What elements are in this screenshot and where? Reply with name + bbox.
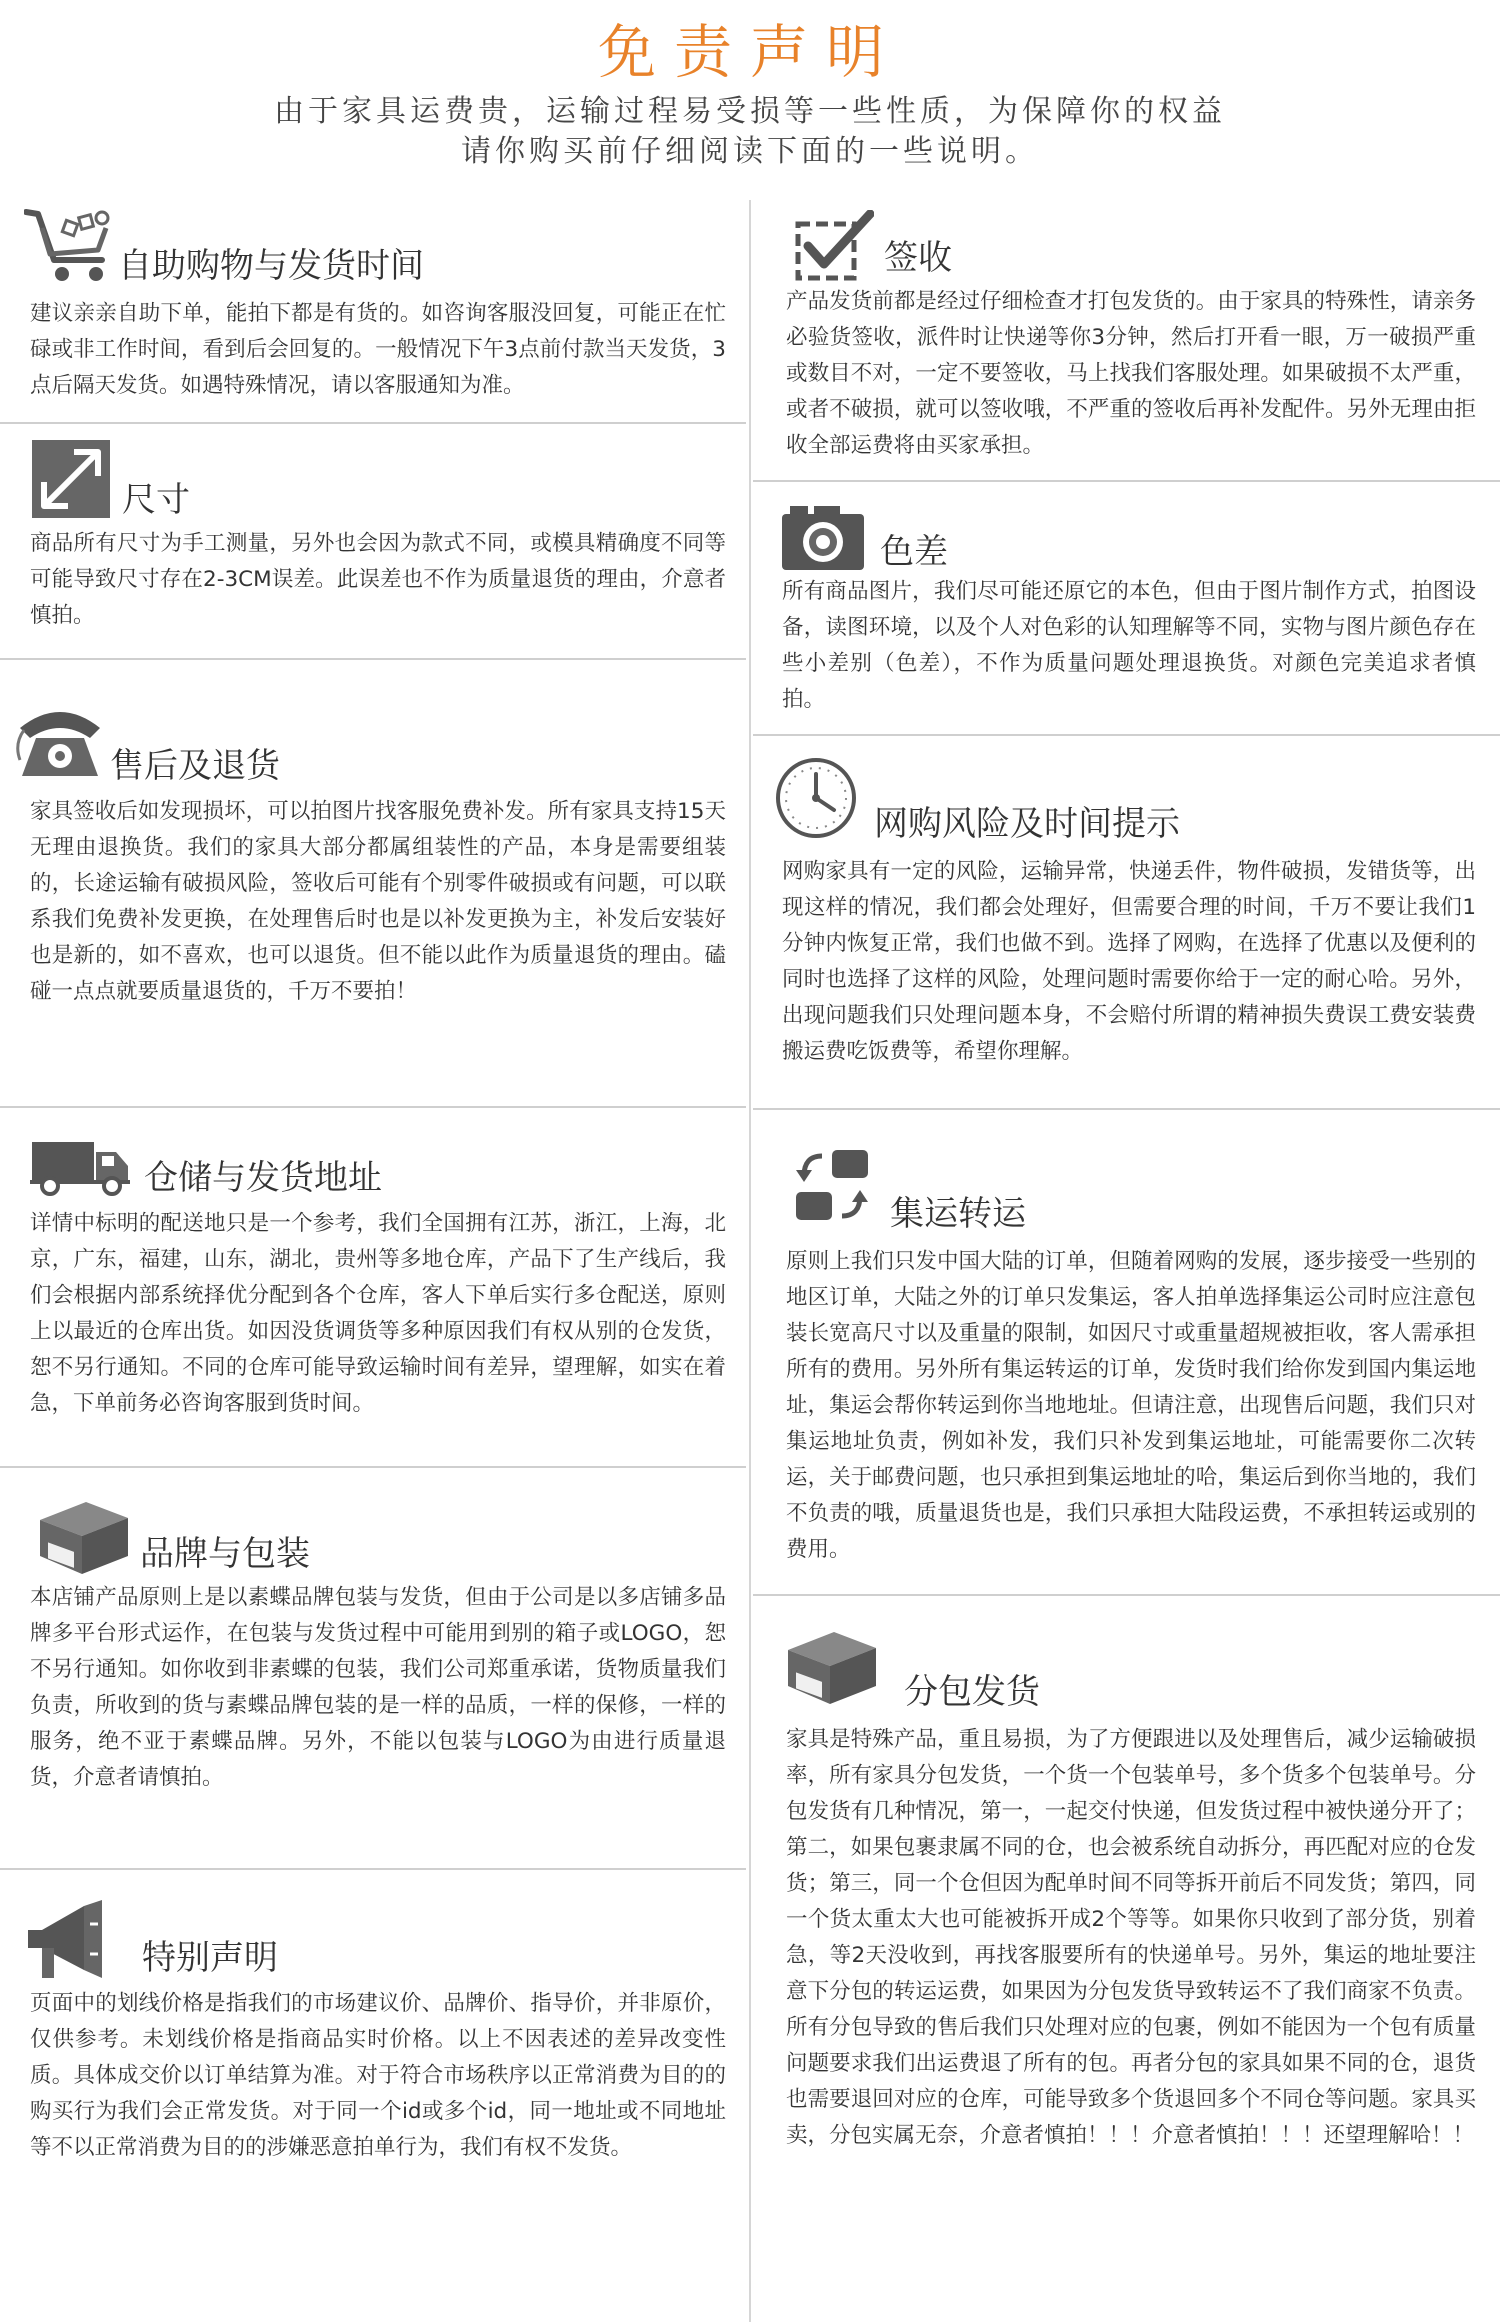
package-box-icon [36, 1498, 132, 1576]
column-divider [749, 200, 751, 2322]
transfer-arrows-icon [790, 1146, 874, 1226]
ruler-arrow-icon [30, 438, 112, 520]
telephone-icon [14, 700, 106, 780]
camera-icon [780, 502, 866, 572]
shopping-cart-icon [24, 206, 116, 286]
section-title: 品牌与包装 [140, 1534, 310, 1574]
section-body: 页面中的划线价格是指我们的市场建议价、品牌价、指导价，并非原价，仅供参考。未划线价格是指商品实时价格。以上不因表述的差异改变性质。具体成交价以订单结算为准。对于符合市场秩序以正常消费为目的的购买行为我们会正常发货。对于同一个id或多个id，同一地址或不同地址等不以正常消费为目的的涉嫌恶意拍单行为，我们有权不发货。 [30, 1991, 726, 2160]
subtitle-line-2: 请你购买前仔细阅读下面的一些说明。 [461, 134, 1039, 169]
section-divider [0, 1106, 746, 1108]
subtitle-line-1: 由于家具运费贵，运输过程易受损等一些性质，为保障你的权益 [274, 94, 1226, 129]
page-title: 免责声明 [597, 18, 902, 86]
section-divider [753, 1108, 1500, 1110]
section-body: 详情中标明的配送地只是一个参考，我们全国拥有江苏，浙江，上海，北京，广东，福建，山东，湖北，贵州等多地仓库，产品下了生产线后，我们会根据内部系统择优分配到各个仓库，客人下单后实行多仓配送，原则上以最近的仓库出货。如因没货调货等多种原因我们有权从别的仓发货，恕不另行通知。不同的仓库可能导致运输时间有差异，望理解，如实在着急，下单前务必咨询客服到货时间。 [30, 1211, 726, 1416]
section-title: 分包发货 [904, 1672, 1040, 1712]
section-body: 商品所有尺寸为手工测量，另外也会因为款式不同，或模具精确度不同等可能导致尺寸存在2-3CM误差。此误差也不作为质量退货的理由，介意者慎拍。 [30, 531, 726, 628]
section-divider [0, 658, 746, 660]
section-divider [0, 1466, 746, 1468]
section-body: 产品发货前都是经过仔细检查才打包发货的。由于家具的特殊性，请亲务必验货签收，派件时让快递等你3分钟，然后打开看一眼，万一破损严重或数目不对，一定不要签收，马上找我们客服处理。如果破损不太严重，或者不破损，就可以签收哦，不严重的签收后再补发配件。另外无理由拒收全部运费将由买家承担。 [786, 289, 1476, 458]
section-title: 网购风险及时间提示 [874, 804, 1180, 844]
section-title: 特别声明 [142, 1938, 278, 1978]
megaphone-icon [22, 1896, 110, 1982]
section-body: 本店铺产品原则上是以素蝶品牌包装与发货，但由于公司是以多店铺多品牌多平台形式运作，在包装与发货过程中可能用到别的箱子或LOGO，恕不另行通知。如你收到非素蝶的包装，我们公司郑重承诺，货物质量我们负责，所收到的货与素蝶品牌包装的是一样的品质，一样的保修，一样的服务，绝不亚于素蝶品牌。另外，不能以包装与LOGO为由进行质量退货，介意者请慎拍。 [30, 1585, 726, 1790]
section-body: 家具是特殊产品，重且易损，为了方便跟进以及处理售后，减少运输破损率，所有家具分包发货，一个货一个包装单号，多个货多个包装单号。分包发货有几种情况，第一，一起交付快递，但发货过程中被快递分开了；第二，如果包裹隶属不同的仓，也会被系统自动拆分，再匹配对应的仓发货；第三，同一个仓但因为配单时间不同等拆开前后不同发货；第四，同一个货太重太大也可能被拆开成2个等等。如果你只收到了部分货，别着急，等2天没收到，再找客服要所有的快递单号。另外，集运的地址要注意下分包的转运运费，如果因为分包发货导致转运不了我们商家不负责。所有分包导致的售后我们只处理对应的包裹，例如不能因为一个包有质量问题要求我们出运费退了所有的包。再者分包的家具如果不同的仓，退货也需要退回对应的仓库，可能导致多个货退回多个不同仓等问题。家具买卖，分包实属无奈，介意者慎拍！！！介意者慎拍！！！还望理解哈！！ [786, 1727, 1476, 2148]
section-title: 仓储与发货地址 [144, 1158, 382, 1198]
section-body: 家具签收后如发现损坏，可以拍图片找客服免费补发。所有家具支持15天无理由退换货。我们的家具大部分都属组装性的产品，本身是需要组装的，长途运输有破损风险，签收后可能有个别零件破损或有问题，可以联系我们免费补发更换，在处理售后时也是以补发更换为主，补发后安装好也是新的，如不喜欢，也可以退货。但不能以此作为质量退货的理由。磕碰一点点就要质量退货的，千万不要拍！ [30, 799, 726, 1004]
checkbox-sign-icon [794, 210, 874, 282]
section-title: 自助购物与发货时间 [118, 246, 424, 286]
section-title: 签收 [884, 238, 952, 278]
clock-icon [774, 756, 858, 840]
section-body: 原则上我们只发中国大陆的订单，但随着网购的发展，逐步接受一些别的地区订单，大陆之外的订单只发集运，客人拍单选择集运公司时应注意包装长宽高尺寸以及重量的限制，如因尺寸或重量超规被拒收，客人需承担所有的费用。另外所有集运转运的订单，发货时我们给你发到国内集运地址，集运会帮你转运到你当地地址。但请注意，出现售后问题，我们只对集运地址负责，例如补发，我们只补发到集运地址，可能需要你二次转运，关于邮费问题，也只承担到集运地址的哈，集运后到你当地的，我们不负责的哦，质量退货也是，我们只承担大陆段运费，不承担转运或别的费用。 [786, 1249, 1476, 1562]
section-divider [0, 1868, 746, 1870]
section-divider [753, 1594, 1500, 1596]
section-body: 网购家具有一定的风险，运输异常，快递丢件，物件破损，发错货等，出现这样的情况，我们都会处理好，但需要合理的时间，千万不要让我们1分钟内恢复正常，我们也做不到。选择了网购，在选择了优惠以及便利的同时也选择了这样的风险，处理问题时需要你给于一定的耐心哈。另外，出现问题我们只处理问题本身，不会赔付所谓的精神损失费误工费安装费搬运费吃饭费等，希望你理解。 [782, 859, 1476, 1064]
section-divider [0, 422, 746, 424]
section-title: 色差 [880, 532, 948, 572]
section-title: 集运转运 [890, 1194, 1026, 1234]
section-body: 建议亲亲自助下单，能拍下都是有货的。如咨询客服没回复，可能正在忙碌或非工作时间，看到后会回复的。一般情况下午3点前付款当天发货，3点后隔天发货。如遇特殊情况，请以客服通知为准。 [30, 301, 726, 398]
section-body: 所有商品图片，我们尽可能还原它的本色，但由于图片制作方式，拍图设备，读图环境，以及个人对色彩的认知理解等不同，实物与图片颜色存在些小差别（色差），不作为质量问题处理退换货。对颜色完美追求者慎拍。 [782, 579, 1476, 712]
package-box-icon [784, 1628, 880, 1706]
section-title: 售后及退货 [110, 746, 280, 786]
section-divider [753, 734, 1500, 736]
truck-icon [30, 1140, 130, 1196]
section-divider [753, 480, 1500, 482]
section-title: 尺寸 [122, 480, 190, 520]
